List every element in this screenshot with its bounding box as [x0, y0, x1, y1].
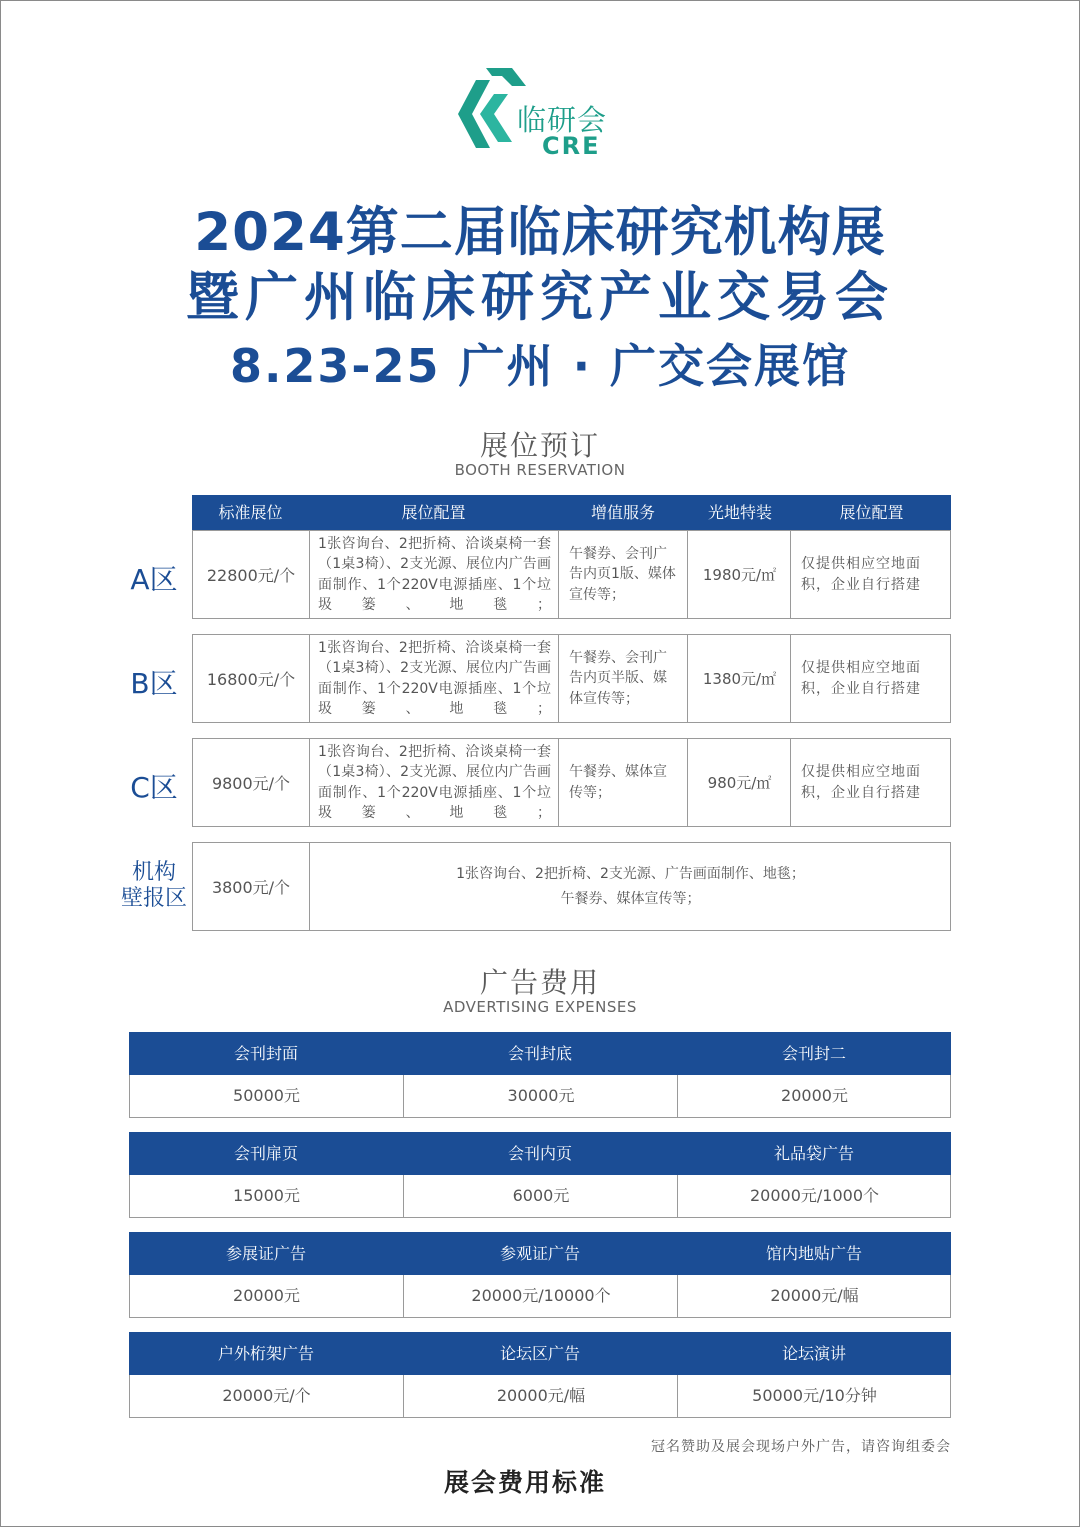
ad-value-row-1: [129, 1075, 951, 1118]
ads-heading-en: ADVERTISING EXPENSES: [443, 998, 637, 1016]
price-a: 22800元/个: [206, 566, 296, 585]
ads-heading: 广告费用: [479, 966, 600, 999]
ad-value: 50000元: [233, 1086, 300, 1105]
floor-c: 980元/㎡: [687, 739, 791, 826]
booth-table-header: [192, 495, 951, 530]
config-b-cell: [309, 635, 559, 722]
config-c-cell: [309, 739, 559, 826]
col-space-config: 展位配置: [839, 503, 904, 522]
ad-value-row-3: [129, 1275, 951, 1318]
ad-header: 馆内地贴广告: [765, 1244, 862, 1263]
ad-value: 20000元/1000个: [677, 1175, 951, 1217]
floor-config-b-cell: [790, 635, 951, 722]
logo-text-cn: 临研会: [517, 103, 608, 137]
ad-header: 参观证广告: [499, 1244, 580, 1263]
booth-row-a: [192, 530, 951, 619]
zone-label-poster: [118, 860, 190, 912]
ad-header: 会刊封面: [233, 1044, 298, 1063]
ad-value: 30000元: [403, 1075, 678, 1117]
booth-row-poster: [192, 842, 951, 931]
ad-value-row-4: [129, 1375, 951, 1418]
booth-row-c: [192, 738, 951, 827]
floor-config-a: 仅提供相应空地面积，企业自行搭建: [801, 556, 921, 593]
config-poster-line2: 午餐券、媒体宣传等；: [560, 890, 701, 907]
ad-value-row-2: [129, 1175, 951, 1218]
price-c: 9800元/个: [211, 774, 291, 793]
logo: [454, 62, 624, 162]
zone-poster-line1: 机构: [131, 860, 176, 885]
ad-header: 参展证广告: [225, 1244, 306, 1263]
ad-value: 20000元/幅: [403, 1375, 678, 1417]
footer-title: 展会费用标准: [443, 1468, 606, 1497]
zone-label-c: C区: [130, 771, 178, 804]
floor-b: 1380元/㎡: [687, 635, 791, 722]
booth-heading-en: BOOTH RESERVATION: [454, 461, 626, 479]
zone-label-b: B区: [130, 667, 178, 700]
config-poster-cell: [309, 843, 951, 930]
event-date-venue: 8.23-25 广州 · 广交会展馆: [229, 339, 851, 393]
ad-value: 20000元/10000个: [403, 1275, 678, 1317]
price-poster: 3800元/个: [211, 878, 291, 897]
col-raw-space: 光地特装: [707, 503, 772, 522]
ad-header: 户外桁架广告: [217, 1344, 314, 1363]
zone-label-a: A区: [130, 563, 178, 596]
booth-row-b: [192, 634, 951, 723]
ad-header-row-2: [129, 1132, 951, 1175]
ad-header: 会刊封二: [781, 1044, 846, 1063]
ad-value: 20000元/幅: [677, 1275, 951, 1317]
config-b: 1张咨询台、2把折椅、洽谈桌椅一套（1桌3椅）、2支光源、展位内广告画面制作、1个220V电源插座、1个垃圾篓、地毯；: [318, 639, 551, 717]
config-a-cell: [309, 531, 559, 618]
service-a: 午餐券、会刊广告内页1版、媒体宣传等；: [569, 545, 676, 603]
ad-header: 论坛区广告: [499, 1344, 580, 1363]
ad-header: 论坛演讲: [781, 1344, 846, 1363]
ad-value: 50000元/10分钟: [677, 1375, 951, 1417]
floor-a: 1980元/㎡: [687, 531, 791, 618]
service-c: 午餐券、媒体宣传等；: [569, 764, 667, 801]
ad-header: 会刊内页: [507, 1144, 572, 1163]
service-c-cell: [558, 739, 688, 826]
ad-value: 20000元: [677, 1075, 951, 1117]
floor-config-c-cell: [790, 739, 951, 826]
ad-header-row-3: [129, 1232, 951, 1275]
ad-header: 会刊封底: [507, 1044, 572, 1063]
floor-config-c: 仅提供相应空地面积，企业自行搭建: [801, 764, 921, 801]
ad-header: 会刊扉页: [233, 1144, 298, 1163]
service-a-cell: [558, 531, 688, 618]
service-b-cell: [558, 635, 688, 722]
ad-header-row-1: [129, 1032, 951, 1075]
config-c: 1张咨询台、2把折椅、洽谈桌椅一套（1桌3椅）、2支光源、展位内广告画面制作、1个220V电源插座、1个垃圾篓、地毯；: [318, 743, 551, 821]
floor-config-b: 仅提供相应空地面积，企业自行搭建: [801, 660, 921, 697]
ad-header-row-4: [129, 1332, 951, 1375]
event-subtitle: 暨广州临床研究产业交易会: [186, 267, 894, 328]
event-title: 2024第二届临床研究机构展: [194, 202, 886, 263]
config-poster: [456, 862, 805, 912]
ad-header: 礼品袋广告: [773, 1144, 854, 1163]
config-a: 1张咨询台、2把折椅、洽谈桌椅一套（1桌3椅）、2支光源、展位内广告画面制作、1个220V电源插座、1个垃圾篓、地毯；: [318, 535, 551, 613]
col-standard-booth: 标准展位: [218, 503, 283, 522]
logo-text-en: CRE: [542, 132, 601, 160]
ad-value: 6000元: [403, 1175, 678, 1217]
ad-value: 15000元: [233, 1186, 300, 1205]
sponsorship-note: 冠名赞助及展会现场户外广告，请咨询组委会: [651, 1439, 951, 1455]
floor-config-a-cell: [790, 531, 951, 618]
ad-value: 20000元/个: [222, 1386, 311, 1405]
service-b: 午餐券、会刊广告内页半版、媒体宣传等；: [569, 649, 667, 707]
col-value-added: 增值服务: [590, 503, 655, 522]
booth-heading: 展位预订: [479, 429, 600, 462]
ad-value: 20000元: [233, 1286, 300, 1305]
price-b: 16800元/个: [206, 670, 296, 689]
zone-poster-line2: 壁报区: [120, 886, 187, 911]
col-booth-config: 展位配置: [401, 503, 466, 522]
config-poster-line1: 1张咨询台、2把折椅、2支光源、广告画面制作、地毯；: [456, 865, 805, 882]
